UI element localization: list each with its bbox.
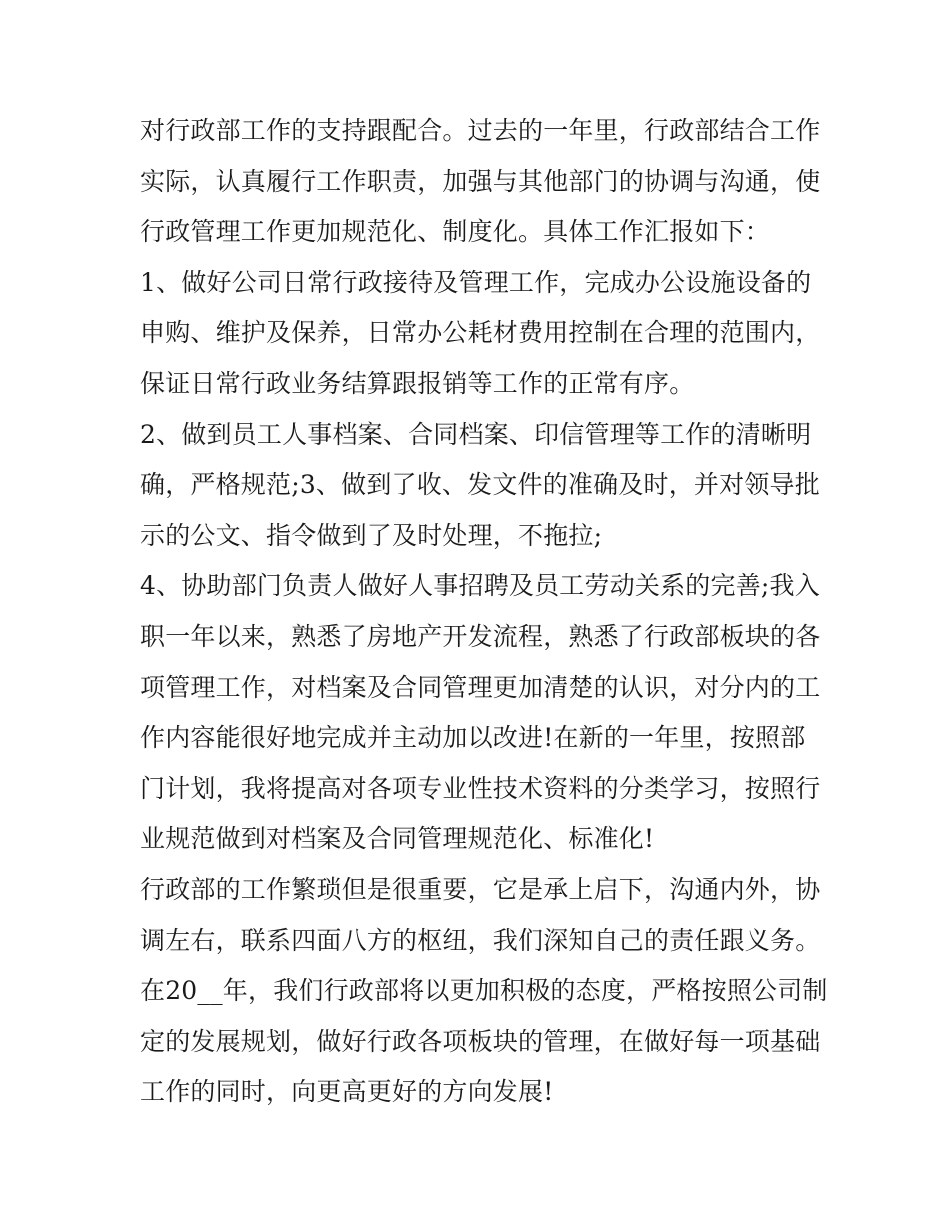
text-line: 工作的同时，向更高更好的方向发展! <box>140 1077 554 1107</box>
text-line: 行政管理工作更加规范化、制度化。具体工作汇报如下： <box>140 217 771 247</box>
text-line: 1、做好公司日常行政接待及管理工作，完成办公设施设备的 <box>140 267 812 297</box>
text-line: 项管理工作，对档案及合同管理更加清楚的认识，对分内的工 <box>140 672 821 702</box>
text-line: 实际，认真履行工作职责，加强与其他部门的协调与沟通，使 <box>140 166 821 196</box>
text-line: 申购、维护及保养，日常办公耗材费用控制在合理的范围内， <box>140 318 821 348</box>
text-line: 对行政部工作的支持跟配合。过去的一年里，行政部结合工作 <box>140 116 821 145</box>
text-line: 在20__年，我们行政部将以更加积极的态度，严格按照公司制 <box>140 976 828 1006</box>
text-line: 职一年以来，熟悉了房地产开发流程，熟悉了行政部板块的各 <box>140 621 821 651</box>
document-body <box>140 106 828 1118</box>
text-line: 2、做到员工人事档案、合同档案、印信管理等工作的清晰明 <box>140 419 812 449</box>
text-line: 门计划，我将提高对各项专业性技术资料的分类学习，按照行 <box>140 773 821 803</box>
text-line: 确，严格规范;3、做到了收、发文件的准确及时，并对领导批 <box>140 470 820 500</box>
text-line: 4、协助部门负责人做好人事招聘及员工劳动关系的完善;我入 <box>140 571 820 601</box>
text-line: 作内容能很好地完成并主动加以改进!在新的一年里，按照部 <box>140 723 806 753</box>
text-line: 定的发展规划，做好行政各项板块的管理，在做好每一项基础 <box>140 1026 821 1056</box>
text-line: 调左右，联系四面八方的枢纽，我们深知自己的责任跟义务。 <box>140 925 821 955</box>
text-line: 行政部的工作繁琐但是很重要，它是承上启下，沟通内外，协 <box>140 874 821 904</box>
text-line: 保证日常行政业务结算跟报销等工作的正常有序。 <box>140 368 695 398</box>
text-line: 业规范做到对档案及合同管理规范化、标准化! <box>140 824 655 854</box>
text-line: 示的公文、指令做到了及时处理，不拖拉; <box>140 520 603 550</box>
